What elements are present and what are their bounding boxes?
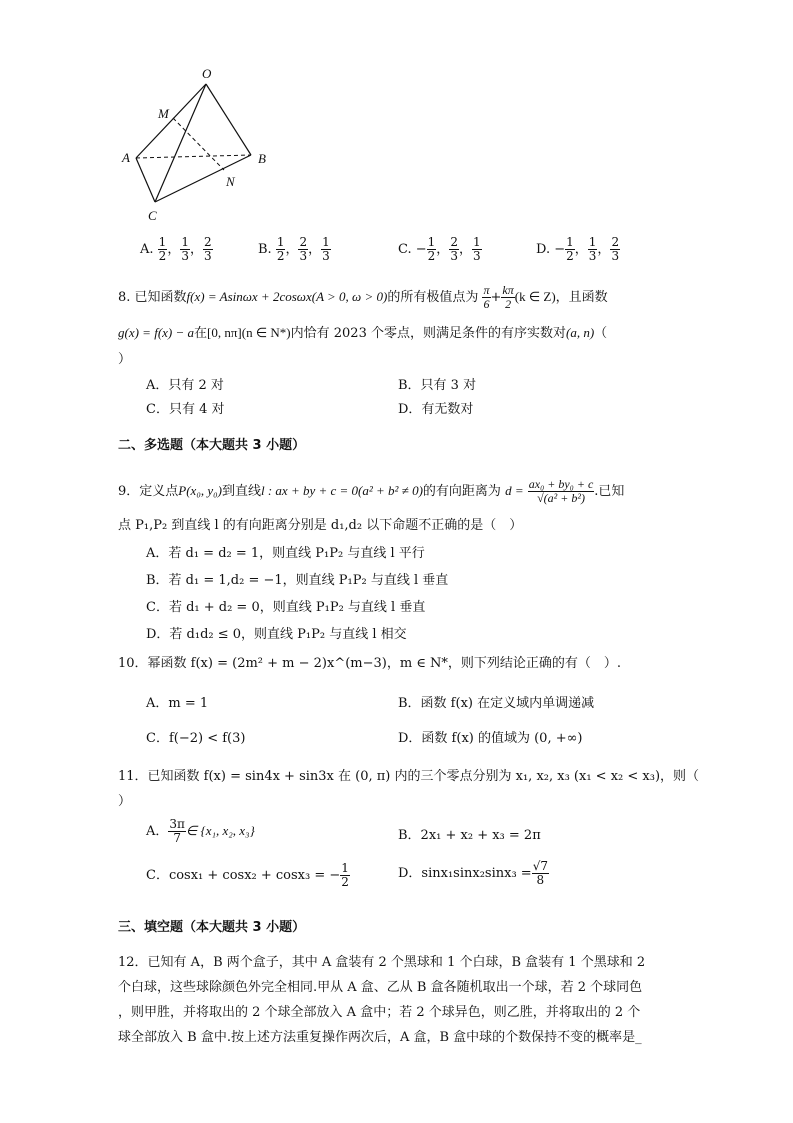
section2-heading: 二、多选题（本大题共 3 小题） <box>118 438 306 453</box>
q8-stem-line2: g(x) = f(x) − a在[0, nπ](n ∈ N*)内恰有 2023 个零点，则满足条件的有序实数对(a, n)（ <box>118 325 608 341</box>
q10-stem: 10．幂函数 f(x) = (2m² + m − 2)x^(m−3)，m ∈ N*，则下列结论正确的有（ ）. <box>118 656 622 671</box>
q11-option-c[interactable]: C．cosx₁ + cosx₂ + cosx₃ = − $\frac{1}{2}$ <box>146 861 349 889</box>
q8-stem-line1: 8. 已知函数f(x) = Asinωx + 2cosωx(A > 0, ω > 0)的所有极值点为 $\frac{\pi}{6}$ + $\frac{k\pi}{2}$ (k ∈ Z)，且函数 <box>118 283 608 311</box>
section3-heading: 三、填空题（本大题共 3 小题） <box>118 920 306 935</box>
q9-option-a[interactable]: A．若 d₁ = d₂ = 1，则直线 P₁P₂ 与直线 l 平行 <box>146 546 425 561</box>
label-C: C <box>148 208 157 223</box>
q7-option-c[interactable]: C. − $\frac{1}{2}$ ， $\frac{2}{3}$ ， $\frac{1}{3}$ <box>398 235 481 263</box>
q9-option-c[interactable]: C．若 d₁ + d₂ = 0，则直线 P₁P₂ 与直线 l 垂直 <box>146 600 426 615</box>
edge-OC <box>155 84 206 202</box>
edge-AC <box>136 158 155 202</box>
edge-AB-dashed <box>136 155 251 158</box>
q9-stem-line1: 9．定义点P(x₀, y₀)到直线l : ax + by + c = 0(a² + b² ≠ 0)的有向距离为 d = $\frac{\text{ax₀ + by₀ + c}}{\text{√(a² + b²)}}$ .已知 <box>118 477 625 505</box>
q12-line3: ，则甲胜，并将取出的 2 个球全部放入 A 盒中；若 2 个球异色，则乙胜，并将取出的 2 个 <box>118 1005 641 1020</box>
tetrahedron-figure <box>110 62 280 227</box>
label-N: N <box>226 174 235 189</box>
edge-OB <box>206 84 251 155</box>
edge-BC <box>155 155 251 202</box>
q8-option-d[interactable]: D．有无数对 <box>398 402 474 417</box>
q12-line1: 12．已知有 A，B 两个盒子，其中 A 盒装有 2 个黑球和 1 个白球，B 盒装有 1 个黑球和 2 <box>118 955 646 970</box>
q7-option-b[interactable]: B. $\frac{1}{2}$ ， $\frac{2}{3}$ ， $\frac{1}{3}$ <box>258 235 330 263</box>
q10-option-b[interactable]: B．函数 f(x) 在定义域内单调递减 <box>398 696 595 711</box>
label-O: O <box>202 66 212 81</box>
q12-line2: 个白球，这些球除颜色外完全相同.甲从 A 盒、乙从 B 盒各随机取出一个球，若 2 个球同色 <box>118 980 643 995</box>
q8-stem-line3: ） <box>118 352 132 367</box>
q7-option-d[interactable]: D. − $\frac{1}{2}$ ， $\frac{1}{3}$ ， $\frac{2}{3}$ <box>536 235 620 263</box>
label-B: B <box>258 151 266 166</box>
q12-line4: 球全部放入 B 盒中.按上述方法重复操作两次后，A 盒，B 盒中球的个数保持不变的概率是_ <box>118 1030 642 1045</box>
q10-option-d[interactable]: D．函数 f(x) 的值域为 (0, +∞) <box>398 731 583 746</box>
q10-option-a[interactable]: A．m = 1 <box>146 696 209 711</box>
q9-option-b[interactable]: B．若 d₁ = 1,d₂ = −1，则直线 P₁P₂ 与直线 l 垂直 <box>146 573 449 588</box>
q7-option-a[interactable]: A. $\frac{1}{2}$ ， $\frac{1}{3}$ ， $\frac{2}{3}$ <box>140 235 212 263</box>
q8-option-c[interactable]: C．只有 4 对 <box>146 402 225 417</box>
q9-stem-line2: 点 P₁,P₂ 到直线 l 的有向距离分别是 d₁,d₂ 以下命题不正确的是（ ） <box>118 518 523 533</box>
q11-stem: 11．已知函数 f(x) = sin4x + sin3x 在 (0, π) 内的三个零点分别为 x₁, x₂, x₃ (x₁ < x₂ < x₃)，则（ <box>118 769 700 784</box>
q9-option-d[interactable]: D．若 d₁d₂ ≤ 0，则直线 P₁P₂ 与直线 l 相交 <box>146 627 407 642</box>
q10-option-c[interactable]: C．f(−2) < f(3) <box>146 731 246 746</box>
label-A: A <box>122 150 130 165</box>
q11-option-b[interactable]: B．2x₁ + x₂ + x₃ = 2π <box>398 828 541 843</box>
q8-option-a[interactable]: A．只有 2 对 <box>146 378 224 393</box>
label-M: M <box>158 106 169 121</box>
q11-option-a[interactable]: A． $\frac{3\pi}{7}$ ∈ {x₁, x₂, x₃} <box>146 817 255 845</box>
edge-OA <box>136 84 206 158</box>
q11-option-d[interactable]: D．sinx₁sinx₂sinx₃ = $\frac{√7}{8}$ <box>398 859 548 887</box>
q8-option-b[interactable]: B．只有 3 对 <box>398 378 477 393</box>
q11-stem-line2: ） <box>118 794 132 809</box>
